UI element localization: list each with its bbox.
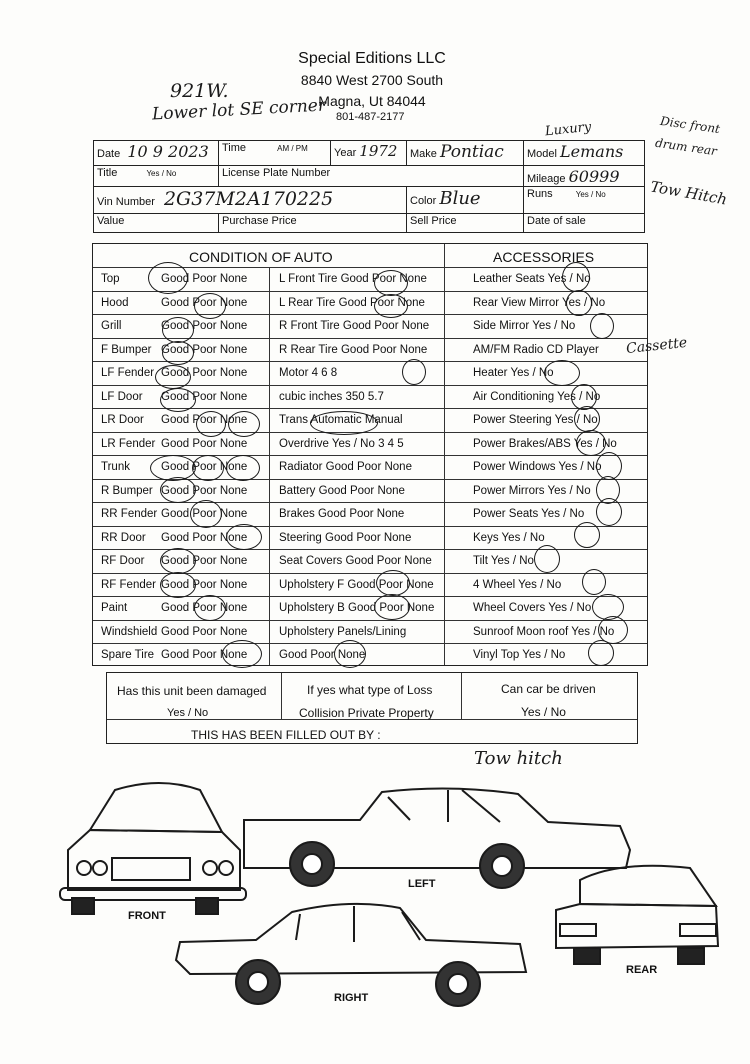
row-accessory[interactable]: Heater Yes / No bbox=[473, 367, 554, 379]
row-item-label: Hood bbox=[101, 296, 129, 309]
row-accessory[interactable]: Power Mirrors Yes / No bbox=[473, 484, 591, 497]
row-item-label: Paint bbox=[101, 602, 128, 614]
row-accessory[interactable]: Vinyl Top Yes / No bbox=[473, 649, 566, 661]
date-label: Date bbox=[97, 148, 121, 160]
model-value: Lemans bbox=[560, 142, 624, 161]
row-accessory[interactable]: Wheel Covers Yes / No bbox=[473, 602, 592, 614]
row-mechanical[interactable]: L Front Tire Good Poor None bbox=[279, 273, 427, 285]
row-rating[interactable]: Good Poor None bbox=[161, 343, 248, 356]
row-item-label: Spare Tire bbox=[101, 649, 155, 661]
plate-label: License Plate Number bbox=[222, 167, 331, 179]
row-item-label: LF Fender bbox=[101, 367, 155, 379]
date-value: 10 9 2023 bbox=[127, 142, 209, 161]
note-brakes-1: Disc front bbox=[659, 113, 721, 137]
row-mechanical[interactable]: cubic inches 350 5.7 bbox=[279, 390, 384, 403]
row-accessory[interactable]: AM/FM Radio CD Player bbox=[473, 343, 599, 356]
loss-type-options[interactable]: Collision Private Property bbox=[299, 706, 434, 720]
row-item-label: Top bbox=[101, 273, 120, 285]
note-lot-location: Lower lot SE corner bbox=[151, 95, 327, 125]
right-label: RIGHT bbox=[334, 992, 369, 1004]
vin-label: Vin Number bbox=[97, 196, 155, 208]
note-cassette: Cassette bbox=[625, 334, 688, 358]
front-label: FRONT bbox=[128, 910, 166, 922]
row-accessory[interactable]: 4 Wheel Yes / No bbox=[473, 578, 562, 591]
row-accessory[interactable]: Side Mirror Yes / No bbox=[473, 320, 576, 332]
row-accessory[interactable]: Tilt Yes / No bbox=[473, 555, 534, 567]
car-rear-drawing bbox=[556, 866, 718, 964]
model-label: Model bbox=[527, 148, 557, 160]
row-rating[interactable]: Good Poor None bbox=[161, 414, 248, 426]
row-accessory[interactable]: Power Brakes/ABS Yes / No bbox=[473, 437, 617, 450]
row-accessory[interactable]: Power Seats Yes / No bbox=[473, 508, 585, 520]
row-rating[interactable]: Good Poor None bbox=[161, 508, 248, 520]
sell-label: Sell Price bbox=[410, 215, 457, 227]
row-item-label: R Bumper bbox=[101, 484, 153, 497]
make-label: Make bbox=[410, 148, 437, 160]
row-mechanical[interactable]: Brakes Good Poor None bbox=[279, 508, 405, 520]
note-tow-hitch-bottom: Tow hitch bbox=[474, 748, 563, 769]
row-rating[interactable]: Good Poor None bbox=[161, 484, 248, 497]
row-item-label: Grill bbox=[101, 320, 122, 332]
row-mechanical[interactable]: Battery Good Poor None bbox=[279, 484, 405, 497]
condition-heading: CONDITION OF AUTO bbox=[189, 249, 333, 265]
row-mechanical[interactable]: Steering Good Poor None bbox=[279, 531, 412, 544]
car-front-drawing bbox=[60, 783, 246, 914]
row-item-label: LR Door bbox=[101, 414, 144, 426]
runs-label: Runs bbox=[527, 188, 553, 200]
row-item-label: RF Door bbox=[101, 555, 145, 567]
mileage-label: Mileage bbox=[527, 173, 566, 185]
row-item-label: LR Fender bbox=[101, 437, 156, 450]
row-item-label: Trunk bbox=[101, 461, 130, 473]
row-accessory[interactable]: Power Windows Yes / No bbox=[473, 461, 602, 473]
row-rating[interactable]: Good Poor None bbox=[161, 367, 248, 379]
row-accessory[interactable]: Keys Yes / No bbox=[473, 531, 545, 544]
row-rating[interactable]: Good Poor None bbox=[161, 461, 248, 473]
row-item-label: RF Fender bbox=[101, 578, 156, 591]
row-mechanical[interactable]: Motor 4 6 8 bbox=[279, 367, 338, 379]
year-label: Year bbox=[334, 147, 357, 159]
damage-yesno[interactable]: Yes / No bbox=[167, 707, 209, 719]
address-line-1: 8840 West 2700 South bbox=[300, 72, 444, 88]
row-item-label: LF Door bbox=[101, 390, 143, 403]
value-label: Value bbox=[97, 215, 125, 227]
row-mechanical[interactable]: Upholstery B Good Poor None bbox=[279, 602, 435, 614]
color-value: Blue bbox=[439, 188, 481, 209]
row-accessory[interactable]: Air Conditioning Yes / No bbox=[473, 390, 601, 403]
note-lot-number: 921W. bbox=[170, 80, 229, 102]
time-label: Time bbox=[222, 142, 247, 154]
mileage-value: 60999 bbox=[568, 167, 620, 186]
row-rating[interactable]: Good Poor None bbox=[161, 390, 248, 403]
filled-by-label: THIS HAS BEEN FILLED OUT BY : bbox=[191, 728, 381, 742]
purchase-label: Purchase Price bbox=[222, 215, 297, 227]
year-value: 1972 bbox=[359, 142, 398, 160]
accessories-heading: ACCESSORIES bbox=[493, 249, 595, 265]
drivable-yesno[interactable]: Yes / No bbox=[521, 705, 566, 719]
car-left-drawing bbox=[244, 788, 630, 888]
row-rating[interactable]: Good Poor None bbox=[161, 531, 248, 544]
model-note: Luxury bbox=[544, 119, 592, 140]
row-mechanical[interactable]: Upholstery F Good Poor None bbox=[279, 578, 434, 591]
time-ampm: AM / PM bbox=[277, 144, 308, 153]
address-line-2: Magna, Ut 84044 bbox=[318, 93, 426, 109]
row-accessory[interactable]: Leather Seats Yes / No bbox=[473, 273, 591, 285]
row-rating[interactable]: Good Poor None bbox=[161, 273, 248, 285]
row-accessory[interactable]: Sunroof Moon roof Yes / No bbox=[473, 625, 615, 638]
runs-yesno: Yes / No bbox=[575, 190, 606, 199]
vin-value: 2G37M2A170225 bbox=[163, 188, 334, 210]
phone: 801-487-2177 bbox=[336, 111, 405, 123]
row-mechanical[interactable]: Overdrive Yes / No 3 4 5 bbox=[279, 437, 404, 450]
note-tow-hitch-top: Tow Hitch bbox=[649, 177, 729, 209]
row-accessory[interactable]: Rear View Mirror Yes / No bbox=[473, 296, 606, 309]
row-mechanical[interactable]: R Front Tire Good Poor None bbox=[279, 320, 430, 332]
row-rating[interactable]: Good Poor None bbox=[161, 625, 248, 638]
drivable-question: Can car be driven bbox=[501, 682, 596, 696]
row-mechanical[interactable]: Trans Automatic Manual bbox=[279, 414, 403, 426]
row-mechanical[interactable]: Radiator Good Poor None bbox=[279, 461, 412, 473]
row-mechanical[interactable]: L Rear Tire Good Poor None bbox=[279, 296, 425, 309]
row-item-label: RR Fender bbox=[101, 508, 158, 520]
title-yesno: Yes / No bbox=[146, 169, 177, 178]
row-accessory[interactable]: Power Steering Yes / No bbox=[473, 414, 598, 426]
row-rating[interactable]: Good Poor None bbox=[161, 437, 248, 450]
row-rating[interactable]: Good Poor None bbox=[161, 320, 248, 332]
color-label: Color bbox=[410, 195, 437, 207]
rear-label: REAR bbox=[626, 964, 658, 976]
row-mechanical[interactable]: Seat Covers Good Poor None bbox=[279, 555, 432, 567]
row-mechanical[interactable]: Upholstery Panels/Lining bbox=[279, 625, 407, 638]
left-label: LEFT bbox=[408, 878, 436, 890]
row-rating[interactable]: Good Poor None bbox=[161, 578, 248, 591]
row-rating[interactable]: Good Poor None bbox=[161, 649, 248, 661]
note-brakes-2: drum rear bbox=[654, 135, 718, 159]
row-item-label: Windshield bbox=[101, 625, 158, 638]
date-of-sale-label: Date of sale bbox=[527, 215, 586, 227]
row-rating[interactable]: Good Poor None bbox=[161, 296, 248, 309]
row-item-label: RR Door bbox=[101, 531, 146, 544]
row-mechanical[interactable]: R Rear Tire Good Poor None bbox=[279, 343, 428, 356]
loss-type-question: If yes what type of Loss bbox=[307, 683, 433, 697]
row-item-label: F Bumper bbox=[101, 343, 152, 356]
damage-question: Has this unit been damaged bbox=[117, 684, 267, 698]
make-value: Pontiac bbox=[439, 142, 504, 162]
row-rating[interactable]: Good Poor None bbox=[161, 602, 248, 614]
company-name: Special Editions LLC bbox=[298, 50, 446, 67]
car-right-drawing bbox=[176, 904, 526, 1006]
title-label: Title bbox=[97, 167, 118, 179]
row-rating[interactable]: Good Poor None bbox=[161, 555, 248, 567]
row-mechanical[interactable]: Good Poor None bbox=[279, 649, 366, 661]
